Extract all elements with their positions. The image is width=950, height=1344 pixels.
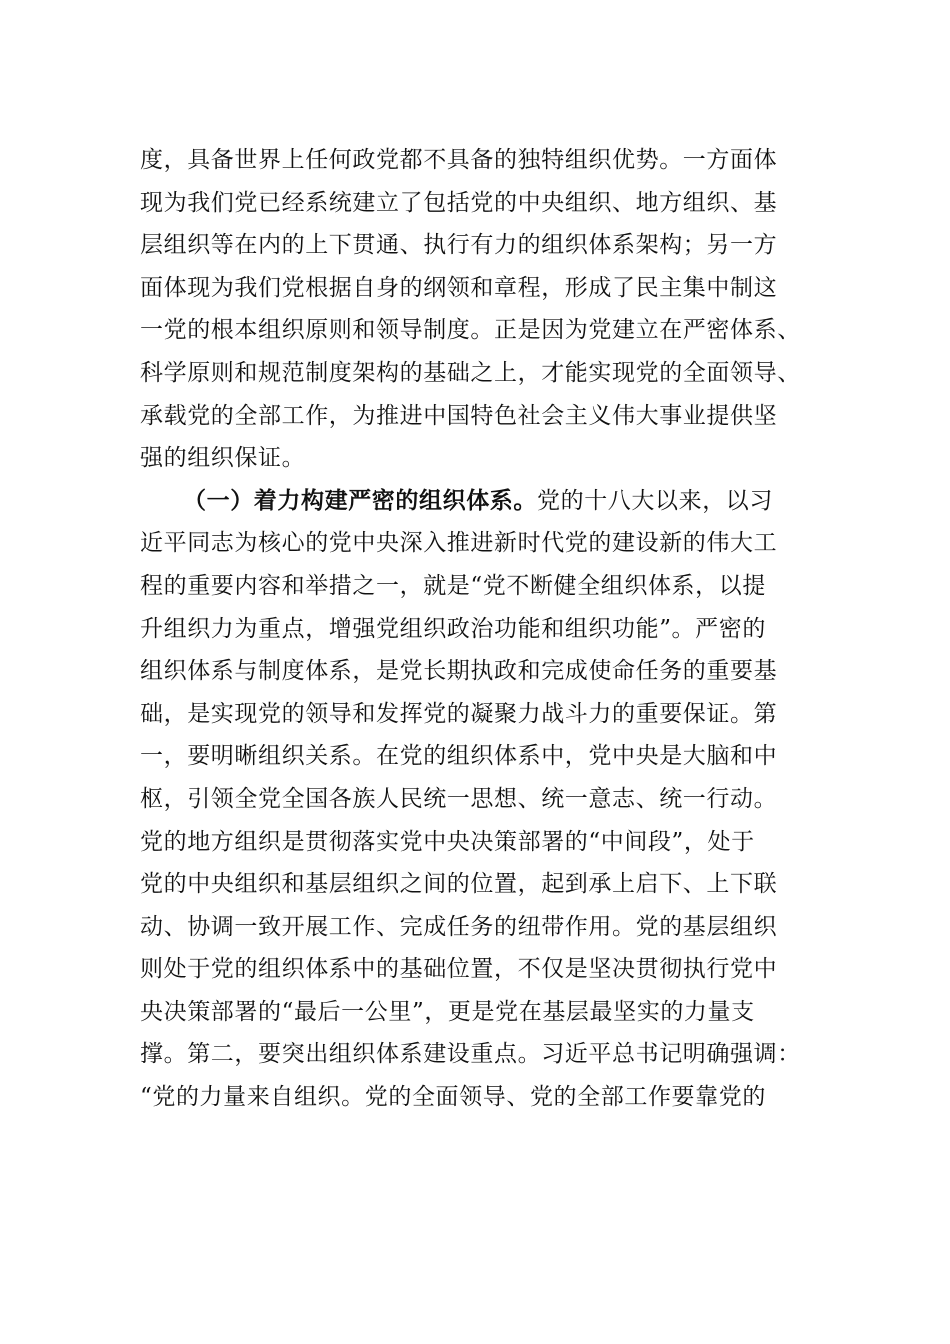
paragraph-2 xyxy=(140,480,860,1119)
text-line: 面体现为我们党根据自身的纲领和章程，形成了民主集中制这 xyxy=(140,274,778,301)
section-heading: （一）着力构建严密的组织体系。 xyxy=(183,486,537,514)
text-line: 强的组织保证。 xyxy=(140,445,306,472)
text-line: 科学原则和规范制度架构的基础之上，才能实现党的全面领导、 xyxy=(140,359,801,386)
paragraph-1 xyxy=(140,139,860,480)
text-line: 一，要明晰组织关系。在党的组织体系中，党中央是大脑和中 xyxy=(140,743,778,770)
text-line: 升组织力为重点，增强党组织政治功能和组织功能”。严密的 xyxy=(140,615,766,642)
text-line: “党的力量来自组织。党的全面领导、党的全部工作要靠党的 xyxy=(140,1084,766,1111)
text-line: 党的中央组织和基层组织之间的位置，起到承上启下、上下联 xyxy=(140,871,778,898)
text-line: 枢，引领全党全国各族人民统一思想、统一意志、统一行动。 xyxy=(140,785,778,812)
text-line: 则处于党的组织体系中的基础位置，不仅是坚决贯彻执行党中 xyxy=(140,956,778,983)
text-line: 央决策部署的“最后一公里”，更是党在基层最坚实的力量支 xyxy=(140,998,755,1025)
text-line: 程的重要内容和举措之一，就是“党不断健全组织体系，以提 xyxy=(140,572,766,599)
text-line: 党的地方组织是贯彻落实党中央决策部署的“中间段”，处于 xyxy=(140,828,755,855)
text-line: 近平同志为核心的党中央深入推进新时代党的建设新的伟大工 xyxy=(140,530,778,557)
text-line: 撑。第二，要突出组织体系建设重点。习近平总书记明确强调： xyxy=(140,1041,801,1068)
text-line: 础，是实现党的领导和发挥党的凝聚力战斗力的重要保证。第 xyxy=(140,700,778,727)
text-line: 承载党的全部工作，为推进中国特色社会主义伟大事业提供坚 xyxy=(140,402,778,429)
text-line: 组织体系与制度体系，是党长期执政和完成使命任务的重要基 xyxy=(140,658,778,685)
text-line: 现为我们党已经系统建立了包括党的中央组织、地方组织、基 xyxy=(140,189,778,216)
heading-line-rest: 党的十八大以来，以习 xyxy=(537,487,773,514)
text-line: 动、协调一致开展工作、完成任务的纽带作用。党的基层组织 xyxy=(140,913,778,940)
text-line: 度，具备世界上任何政党都不具备的独特组织优势。一方面体 xyxy=(140,147,778,173)
text-line xyxy=(140,480,860,523)
text-line: 一党的根本组织原则和领导制度。正是因为党建立在严密体系、 xyxy=(140,317,801,344)
document-body xyxy=(140,139,860,1119)
text-line: 层组织等在内的上下贯通、执行有力的组织体系架构；另一方 xyxy=(140,232,778,259)
